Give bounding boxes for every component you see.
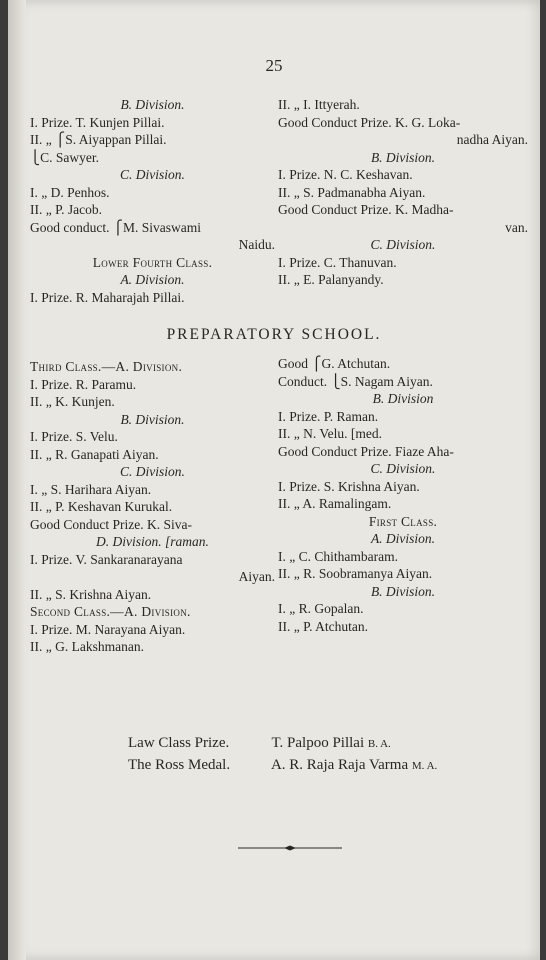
entry-line: I. „ S. Harihara Aiyan. xyxy=(30,481,152,497)
entry-line: A. Division. xyxy=(120,272,185,287)
entry-line: Good Conduct Prize. Fiaze Aha- xyxy=(278,443,454,459)
special-prizes xyxy=(128,733,437,777)
bottom-right-column xyxy=(278,355,528,635)
footer-label: Law Class Prize. xyxy=(128,735,230,751)
entry-line: II. „ E. Palanyandy. xyxy=(278,272,384,287)
entry-line: I. „ C. Chithambaram. xyxy=(278,548,398,564)
entry-line: B. Division. xyxy=(120,97,185,112)
entry-line: D. Division. [raman. xyxy=(96,534,209,549)
page-number: 25 xyxy=(265,56,283,75)
entry-line: Second Class.—A. Division. xyxy=(30,604,191,619)
page-spine-shadow xyxy=(8,0,26,960)
entry-line: Conduct. ⎩S. Nagam Aiyan. xyxy=(278,373,433,389)
entry-line: C. Division. xyxy=(120,464,185,479)
entry-line: II. „ P. Atchutan. xyxy=(278,618,368,634)
entry-line: II. „ K. Kunjen. xyxy=(30,394,115,409)
entry-line: B. Division. xyxy=(370,149,436,165)
footer-name: A. R. Raja Raja Varma xyxy=(270,757,409,773)
entry-line: II. „ N. Velu. [med. xyxy=(278,426,382,441)
footer-label: The Ross Medal. xyxy=(128,757,231,773)
entry-line: C. Division. xyxy=(120,167,185,182)
entry-line: II. „ S. Padmanabha Aiyan. xyxy=(278,184,426,200)
entry-line: I. „ R. Gopalan. xyxy=(278,601,364,616)
entry-line: I. Prize. C. Thanuvan. xyxy=(278,254,397,270)
entry-line: I. Prize. M. Narayana Aiyan. xyxy=(30,621,186,637)
ornament-rule xyxy=(238,845,342,851)
footer-degree: B. A. xyxy=(367,738,391,750)
entry-line: II. „ P. Keshavan Kurukal. xyxy=(30,499,173,514)
entry-line: II. „ R. Ganapati Aiyan. xyxy=(30,446,159,462)
entry-line: van. xyxy=(505,219,528,235)
entry-line: Third Class.—A. Division. xyxy=(30,359,183,374)
book-page xyxy=(8,0,540,960)
entry-line: Naidu. xyxy=(238,237,275,252)
entry-line: I. Prize. P. Raman. xyxy=(278,408,379,424)
bottom-left-column xyxy=(30,358,275,656)
footer-degree: M. A. xyxy=(411,760,438,772)
entry-line: Good ⎧G. Atchutan. xyxy=(278,356,391,371)
entry-line: II. „ A. Ramalingam. xyxy=(278,496,392,511)
entry-line: I. Prize. R. Maharajah Pillai. xyxy=(30,289,185,305)
entry-line: A. Division. xyxy=(370,531,436,546)
entry-line: II. „ R. Soobramanya Aiyan. xyxy=(278,566,433,581)
entry-line: B. Division xyxy=(372,391,434,406)
entry-line: II. „ I. Ittyerah. xyxy=(278,97,360,112)
entry-line: C. Division. xyxy=(370,461,436,476)
entry-line: nadha Aiyan. xyxy=(456,132,528,147)
top-left-column xyxy=(30,96,275,306)
entry-line: C. Division. xyxy=(370,237,436,252)
entry-line: II. „ S. Krishna Aiyan. xyxy=(30,586,152,602)
entry-line: Lower Fourth Class. xyxy=(92,254,213,270)
entry-line: Good conduct. ⎧M. Sivaswami xyxy=(30,219,201,235)
entry-line: ⎩C. Sawyer. xyxy=(30,149,99,165)
entry-line: I. Prize. R. Paramu. xyxy=(30,376,137,392)
entry-line: II. „ ⎧S. Aiyappan Pillai. xyxy=(30,132,167,147)
entry-line: B. Division. xyxy=(120,411,185,427)
footer-row-law xyxy=(128,733,437,755)
entry-line: II. „ G. Lakshmanan. xyxy=(30,639,144,654)
entry-line: Good Conduct Prize. K. G. Loka- xyxy=(278,114,461,130)
footer-name: T. Palpoo Pillai xyxy=(271,735,365,751)
entry-line: I. „ D. Penhos. xyxy=(30,184,110,200)
top-right-column xyxy=(278,96,528,289)
entry-line: Good Conduct Prize. K. Madha- xyxy=(278,202,454,217)
entry-line: Good Conduct Prize. K. Siva- xyxy=(30,516,192,532)
footer-row-ross xyxy=(128,755,437,777)
entry-line: I. Prize. S. Velu. xyxy=(30,429,118,444)
entry-line: B. Division. xyxy=(370,583,436,599)
entry-line: Aiyan. xyxy=(238,569,275,584)
section-heading: PREPARATORY SCHOOL. xyxy=(166,326,382,343)
entry-line: First Class. xyxy=(368,513,438,529)
entry-line: I. Prize. N. C. Keshavan. xyxy=(278,167,413,182)
entry-line: I. Prize. V. Sankaranarayana xyxy=(30,551,183,567)
entry-line: I. Prize. S. Krishna Aiyan. xyxy=(278,478,420,494)
entry-line: I. Prize. T. Kunjen Pillai. xyxy=(30,114,165,130)
entry-line: II. „ P. Jacob. xyxy=(30,202,102,217)
